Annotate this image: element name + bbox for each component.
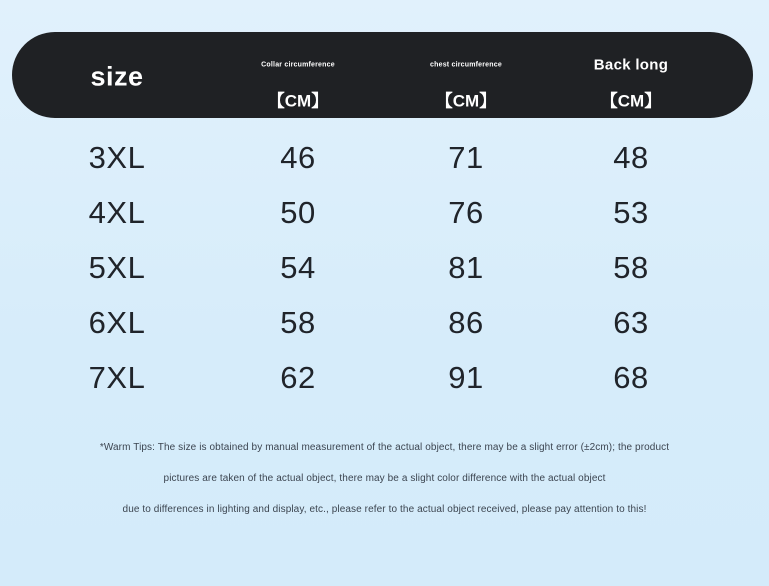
- cell-back: 68: [613, 359, 649, 395]
- table-row: [12, 131, 704, 186]
- cell-chest: 86: [448, 304, 484, 340]
- size-column-title: size: [90, 61, 144, 92]
- cell-chest: 91: [448, 359, 484, 395]
- table-row: [12, 350, 704, 405]
- header-cell-collar: [222, 32, 374, 118]
- cell-back: 53: [613, 195, 649, 231]
- cell-collar: 58: [280, 304, 316, 340]
- cell-chest: 71: [448, 140, 484, 176]
- cell-collar: 54: [280, 249, 316, 285]
- cell-back: 63: [613, 304, 649, 340]
- cell-back: 58: [613, 249, 649, 285]
- cell-back: 48: [613, 140, 649, 176]
- warm-tips-line: due to differences in lighting and display, etc., please refer to the actual object received, please pay attention to this!: [122, 504, 647, 515]
- cell-size: 3XL: [88, 140, 146, 176]
- collar-column-unit: 【CM】: [267, 91, 329, 111]
- header-cell-chest: [374, 32, 558, 118]
- chest-column-title: chest circumference: [430, 61, 502, 69]
- cell-size: 4XL: [88, 195, 146, 231]
- back-column-unit: 【CM】: [600, 91, 662, 111]
- table-body: [12, 131, 704, 405]
- cell-chest: 76: [448, 195, 484, 231]
- chest-column-unit: 【CM】: [435, 91, 497, 111]
- table-row: [12, 186, 704, 241]
- cell-collar: 46: [280, 140, 316, 176]
- table-header-bar: [12, 32, 753, 118]
- header-cell-size: [12, 32, 222, 118]
- cell-size: 6XL: [88, 304, 146, 340]
- warm-tips-line: *Warm Tips: The size is obtained by manual measurement of the actual object, there may be a slight error (±2cm); the product: [99, 442, 670, 453]
- cell-collar: 62: [280, 359, 316, 395]
- cell-collar: 50: [280, 195, 316, 231]
- header-cell-back: [558, 32, 704, 118]
- table-row: [12, 241, 704, 296]
- back-column-title: Back long: [593, 56, 669, 74]
- table-row: [12, 295, 704, 350]
- warm-tips: [0, 442, 769, 516]
- cell-size: 7XL: [88, 359, 146, 395]
- cell-chest: 81: [448, 249, 484, 285]
- collar-column-title: Collar circumference: [261, 61, 335, 69]
- warm-tips-line: pictures are taken of the actual object, there may be a slight color difference with the actual object: [163, 473, 606, 484]
- table-header-row: [12, 32, 704, 118]
- cell-size: 5XL: [88, 249, 146, 285]
